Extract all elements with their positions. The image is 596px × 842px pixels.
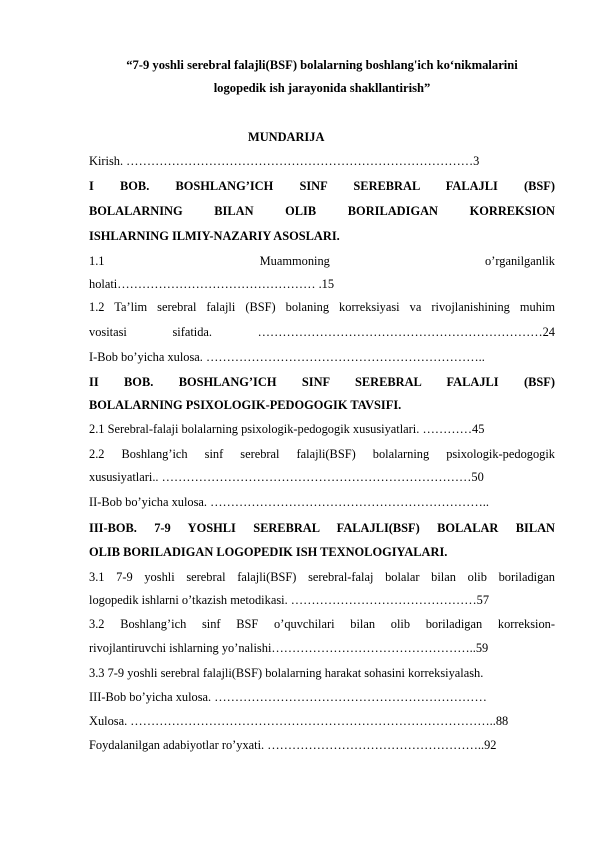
- toc-chapter-3-conclusion: III-Bob bo’yicha xulosa. …………………………………………………………: [89, 690, 487, 704]
- toc-section-1-2-line-1: 1.2 Ta’lim serebral falajli (BSF) bolaning korreksiyasi va rivojlanishining muhim: [89, 300, 555, 314]
- toc-chapter-1-line-3: ISHLARNING ILMIY-NAZARIY ASOSLARI.: [89, 229, 340, 243]
- toc-entry-xulosa: Xulosa. ……………………………………………………………………………..88: [89, 714, 509, 728]
- toc-chapter-3-line-2: OLIB BORILADIGAN LOGOPEDIK ISH TEXNOLOGIYALARI.: [89, 545, 448, 559]
- toc-chapter-1-conclusion: I-Bob bo’yicha xulosa. …………………………………………………………..: [89, 350, 485, 364]
- toc-section-2-2-line-2: xususiyatlari.. …………………………………………………………………50: [89, 470, 484, 484]
- toc-chapter-1-line-2: BOLALARNING BILAN OLIB BORILADIGAN KORREKSION: [89, 204, 555, 218]
- toc-section-1-1-line-2: holati………………………………………… .15: [89, 277, 335, 291]
- toc-section-3-1-line-2: logopedik ishlarni o’tkazish metodikasi. ………………………………………57: [89, 593, 490, 607]
- toc-section-2-1: 2.1 Serebral-falaji bolalarning psixologik-pedogogik xususiyatlari. …………45: [89, 422, 485, 436]
- toc-section-3-2-line-1: 3.2 Boshlang’ich sinf BSF o’quvchilari bilan olib boriladigan korreksion-: [89, 617, 555, 631]
- toc-entry-bibliography: Foydalanilgan adabiyotlar ro’yxati. ……………………………………………..92: [89, 738, 497, 752]
- toc-chapter-2-line-1: II BOB. BOSHLANG’ICH SINF SEREBRAL FALAJLI (BSF): [89, 375, 555, 389]
- toc-section-3-1-line-1: 3.1 7-9 yoshli serebral falajli(BSF) serebral-falaj bolalar bilan olib boriladigan: [89, 570, 555, 584]
- toc-chapter-2-line-2: BOLALARNING PSIXOLOGIK-PEDOGOGIK TAVSIFI.: [89, 398, 402, 412]
- toc-chapter-3-line-1: III-BOB. 7-9 YOSHLI SEREBRAL FALAJLI(BSF) BOLALAR BILAN: [89, 521, 555, 535]
- toc-entry-kirish: Kirish. …………………………………………………………………………3: [89, 154, 480, 168]
- toc-chapter-2-conclusion: II-Bob bo’yicha xulosa. …………………………………………………………..: [89, 495, 489, 509]
- toc-chapter-1-line-1: I BOB. BOSHLANG’ICH SINF SEREBRAL FALAJLI (BSF): [89, 179, 555, 193]
- document-title-line-2: logopedik ish jarayonida shakllantirish”: [213, 81, 431, 95]
- toc-section-3-2-line-2: rivojlantiruvchi ishlarning yo’nalishi…………………………………………..59: [89, 641, 489, 655]
- toc-section-3-3: 3.3 7-9 yoshli serebral falajli(BSF) bolalarning harakat sohasini korreksiyalash.: [89, 666, 484, 680]
- toc-section-1-1-line-1: 1.1 Muammoning o’rganilganlik: [89, 254, 555, 268]
- document-title-line-1: “7-9 yoshli serebral falajli(BSF) bolalarning boshlang'ich ko‘nikmalarini: [126, 58, 518, 72]
- contents-heading: MUNDARIJA: [248, 130, 325, 144]
- toc-section-1-2-line-2: vositasi sifatida. ……………………………………………………………24: [89, 325, 555, 339]
- toc-section-2-2-line-1: 2.2 Boshlang’ich sinf serebral falajli(BSF) bolalarning psixologik-pedogogik: [89, 447, 555, 461]
